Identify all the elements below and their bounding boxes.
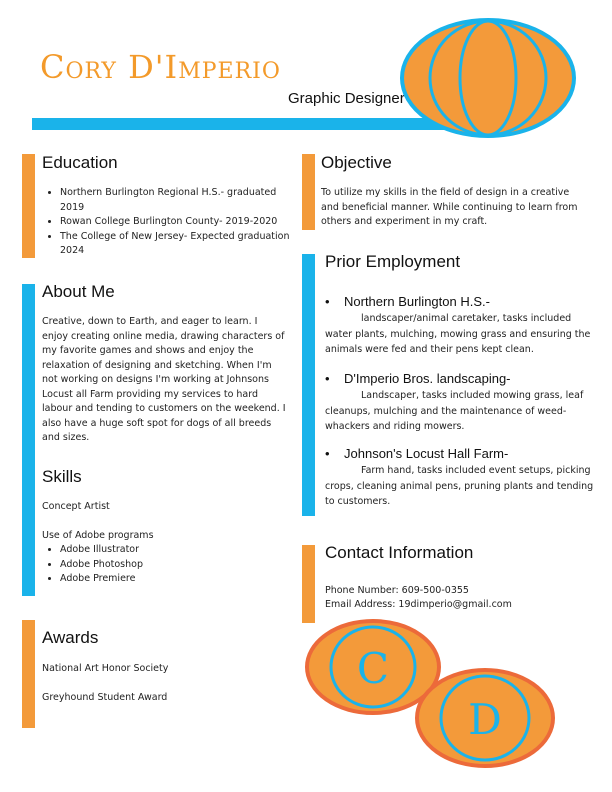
email-address: Email Address: 19dimperio@gmail.com xyxy=(325,599,512,610)
job-title-line: • Northern Burlington H.S.- xyxy=(325,294,490,309)
list-item: • Northern Burlington Regional H.S.- graduated 2019 xyxy=(60,186,292,215)
job-title: Northern Burlington H.S.- xyxy=(344,294,490,309)
employment-heading: Prior Employment xyxy=(325,252,461,271)
monogram-logo xyxy=(300,615,562,775)
name-title: Cory D'Imperio xyxy=(40,48,281,86)
monogram-letter-c: C xyxy=(356,644,390,693)
phone-number: Phone Number: 609-500-0355 xyxy=(325,585,469,596)
award-item: National Art Honor Society xyxy=(42,663,169,674)
job-entry xyxy=(325,446,595,510)
objective-heading: Objective xyxy=(321,153,392,172)
pumpkin-logo xyxy=(398,16,578,144)
skills-list xyxy=(42,543,282,587)
awards-heading: Awards xyxy=(42,628,99,647)
about-heading: About Me xyxy=(42,282,115,301)
job-description: Farm hand, tasks included event setups, picking crops, cleaning animal pens, pruning plants and tending to customers. xyxy=(325,465,594,507)
about-skills-accent-bar xyxy=(22,284,35,596)
employment-accent-bar xyxy=(302,254,315,516)
list-item: • Rowan College Burlington County- 2019-2020 xyxy=(60,215,292,230)
education-heading: Education xyxy=(42,153,118,172)
list-item: • The College of New Jersey- Expected graduation 2024 xyxy=(60,230,292,259)
job-title: Graphic Designer xyxy=(288,90,405,107)
monogram-letter-d: D xyxy=(468,695,502,744)
job-entry xyxy=(325,371,595,435)
job-title: D'Imperio Bros. landscaping- xyxy=(344,371,511,386)
list-item: • Adobe Photoshop xyxy=(60,558,282,573)
about-text: Creative, down to Earth, and eager to learn. I enjoy creating online media, drawing characters of my favorite games and shows and enjoy the relaxation of designing and sketching. When I'm not working on designs I'm working at Johnsons Locust all Farm providing my services to hard labour and tending to customers on the weekend. I also have a huge soft spot for dogs of all breeds and sizes. xyxy=(42,316,286,443)
job-description: landscaper/animal caretaker, tasks included water plants, mulching, mowing grass and ensuring the animals were fed and their pens kept clean. xyxy=(325,313,591,355)
job-title: Johnson's Locust Hall Farm- xyxy=(344,446,509,461)
job-description: Landscaper, tasks included mowing grass, leaf cleanups, mulching and the maintenance of weed-whackers and riding mowers. xyxy=(325,390,584,432)
education-accent-bar xyxy=(22,154,35,258)
list-item: • Adobe Premiere xyxy=(60,572,282,587)
contact-accent-bar xyxy=(302,545,315,623)
job-entry xyxy=(325,294,595,358)
education-list xyxy=(42,186,292,259)
award-item: Greyhound Student Award xyxy=(42,692,168,703)
job-title-line: • D'Imperio Bros. landscaping- xyxy=(325,371,511,386)
objective-accent-bar xyxy=(302,154,315,230)
header-rule xyxy=(32,118,452,130)
skills-line1: Concept Artist xyxy=(42,501,110,512)
contact-heading: Contact Information xyxy=(325,543,474,562)
job-title-line: • Johnson's Locust Hall Farm- xyxy=(325,446,509,461)
list-item: • Adobe Illustrator xyxy=(60,543,282,558)
objective-text: To utilize my skills in the field of design in a creative and beneficial manner. While continuing to learn from others and experiment in my craft. xyxy=(321,187,578,227)
skills-line2: Use of Adobe programs xyxy=(42,530,154,541)
awards-accent-bar xyxy=(22,620,35,728)
skills-heading: Skills xyxy=(42,467,82,486)
